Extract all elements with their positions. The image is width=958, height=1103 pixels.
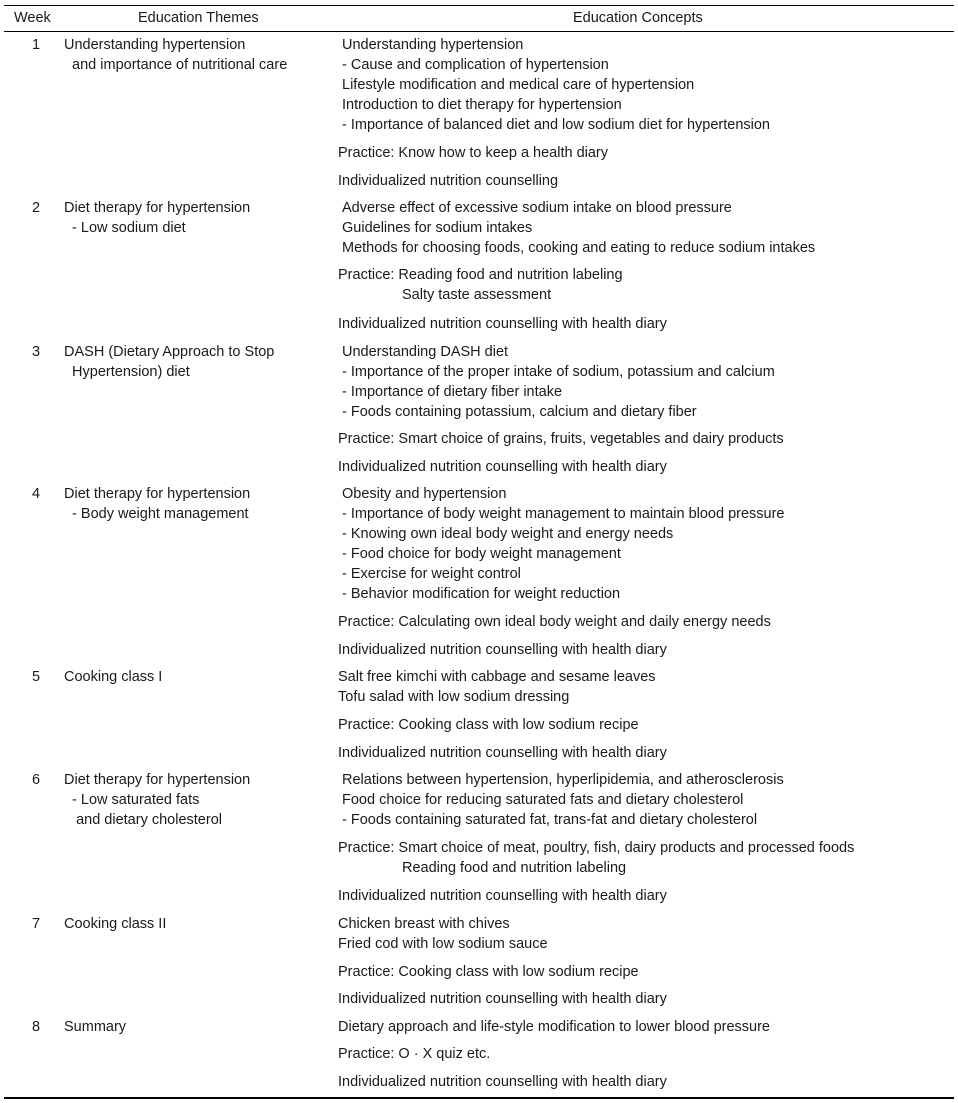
concept-list <box>342 484 785 604</box>
concept-line: Understanding hypertension <box>342 37 524 53</box>
theme-line: Hypertension) diet <box>64 364 190 380</box>
week-number: 2 <box>31 200 41 216</box>
concept-list <box>342 342 775 422</box>
concept-line: Relations between hypertension, hyperlipidemia, and atherosclerosis <box>342 772 784 788</box>
practice-line: Practice: Know how to keep a health diary <box>338 145 609 161</box>
week-number: 4 <box>31 486 41 502</box>
week-number: 6 <box>31 772 41 788</box>
concept-list <box>338 1017 770 1037</box>
practice-line: Practice: Cooking class with low sodium recipe <box>338 964 639 980</box>
practice-line: Practice: O · X quiz etc. <box>338 1046 491 1062</box>
header-education-themes: Education Themes <box>138 10 259 26</box>
table-bottom-rule <box>4 1097 954 1099</box>
concept-line: - Behavior modification for weight reduction <box>342 586 621 602</box>
header-rule <box>4 31 954 32</box>
concept-line: - Importance of dietary fiber intake <box>342 384 563 400</box>
counselling-text: Individualized nutrition counselling with health diary <box>338 1074 667 1090</box>
practice-line: Practice: Reading food and nutrition labeling <box>338 267 623 283</box>
week-number: 5 <box>31 669 41 685</box>
concept-line: - Importance of body weight management to maintain blood pressure <box>342 506 785 522</box>
theme-line: Diet therapy for hypertension <box>64 486 251 502</box>
concept-line: - Food choice for body weight management <box>342 546 621 562</box>
theme-line: - Body weight management <box>64 506 249 522</box>
concept-list <box>342 35 770 135</box>
concept-line: Adverse effect of excessive sodium intake on blood pressure <box>342 200 732 216</box>
theme-line: Summary <box>64 1019 127 1035</box>
concept-line: Understanding DASH diet <box>342 344 509 360</box>
education-theme <box>64 35 287 75</box>
counselling-text: Individualized nutrition counselling with health diary <box>338 642 667 658</box>
concept-line: Guidelines for sodium intakes <box>342 220 533 236</box>
concept-line: Tofu salad with low sodium dressing <box>338 689 570 705</box>
concept-list <box>338 667 656 707</box>
concept-list <box>338 914 548 954</box>
counselling-text: Individualized nutrition counselling with health diary <box>338 745 667 761</box>
concept-line: Methods for choosing foods, cooking and eating to reduce sodium intakes <box>342 240 816 256</box>
concept-list <box>342 198 815 258</box>
theme-line: and importance of nutritional care <box>64 57 288 73</box>
theme-line: Cooking class I <box>64 669 163 685</box>
practice-text <box>338 265 623 305</box>
practice-line: Practice: Cooking class with low sodium recipe <box>338 717 639 733</box>
counselling-text: Individualized nutrition counselling with health diary <box>338 459 667 475</box>
practice-text <box>338 429 784 449</box>
theme-line: Diet therapy for hypertension <box>64 200 251 216</box>
concept-line: Lifestyle modification and medical care of hypertension <box>342 77 695 93</box>
counselling-text: Individualized nutrition counselling with health diary <box>338 888 667 904</box>
practice-text <box>338 612 771 632</box>
concept-line: Dietary approach and life-style modification to lower blood pressure <box>338 1019 770 1035</box>
header-week: Week <box>14 10 51 26</box>
practice-line: Practice: Calculating own ideal body weight and daily energy needs <box>338 614 771 630</box>
education-theme <box>64 914 166 934</box>
practice-text <box>338 715 639 735</box>
concept-line: Obesity and hypertension <box>342 486 507 502</box>
week-number: 7 <box>31 916 41 932</box>
concept-line: - Importance of balanced diet and low sodium diet for hypertension <box>342 117 770 133</box>
theme-line: Cooking class II <box>64 916 167 932</box>
theme-line: and dietary cholesterol <box>64 812 222 828</box>
concept-line: Fried cod with low sodium sauce <box>338 936 548 952</box>
education-theme <box>64 198 250 238</box>
concept-line: Introduction to diet therapy for hypertension <box>342 97 622 113</box>
counselling-text: Individualized nutrition counselling with health diary <box>338 316 667 332</box>
practice-text <box>338 838 854 878</box>
week-number: 8 <box>31 1019 41 1035</box>
header-education-concepts: Education Concepts <box>573 10 703 26</box>
table-top-rule <box>4 5 954 6</box>
practice-line: Salty taste assessment <box>402 287 552 303</box>
practice-line: Practice: Smart choice of grains, fruits, vegetables and dairy products <box>338 431 784 447</box>
education-theme <box>64 1017 126 1037</box>
practice-text <box>338 143 608 163</box>
practice-line: Practice: Smart choice of meat, poultry, fish, dairy products and processed foods <box>338 840 855 856</box>
theme-line: Diet therapy for hypertension <box>64 772 251 788</box>
education-theme <box>64 770 250 830</box>
concept-line: - Exercise for weight control <box>342 566 521 582</box>
theme-line: - Low saturated fats <box>64 792 200 808</box>
concept-line: - Importance of the proper intake of sodium, potassium and calcium <box>342 364 775 380</box>
theme-line: DASH (Dietary Approach to Stop <box>64 344 275 360</box>
concept-line: Salt free kimchi with cabbage and sesame leaves <box>338 669 656 685</box>
concept-line: - Foods containing potassium, calcium and dietary fiber <box>342 404 697 420</box>
week-number: 3 <box>31 344 41 360</box>
concept-line: Food choice for reducing saturated fats and dietary cholesterol <box>342 792 744 808</box>
theme-line: Understanding hypertension <box>64 37 246 53</box>
week-number: 1 <box>31 37 41 53</box>
counselling-text: Individualized nutrition counselling <box>338 173 559 189</box>
practice-text <box>338 1044 490 1064</box>
concept-line: Chicken breast with chives <box>338 916 510 932</box>
concept-line: - Foods containing saturated fat, trans-fat and dietary cholesterol <box>342 812 758 828</box>
counselling-text: Individualized nutrition counselling with health diary <box>338 991 667 1007</box>
theme-line: - Low sodium diet <box>64 220 186 236</box>
concept-list <box>342 770 784 830</box>
concept-line: - Cause and complication of hypertension <box>342 57 609 73</box>
education-theme <box>64 667 162 687</box>
practice-line: Reading food and nutrition labeling <box>402 860 627 876</box>
practice-text <box>338 962 639 982</box>
education-theme <box>64 342 274 382</box>
concept-line: - Knowing own ideal body weight and energy needs <box>342 526 674 542</box>
education-theme <box>64 484 250 524</box>
